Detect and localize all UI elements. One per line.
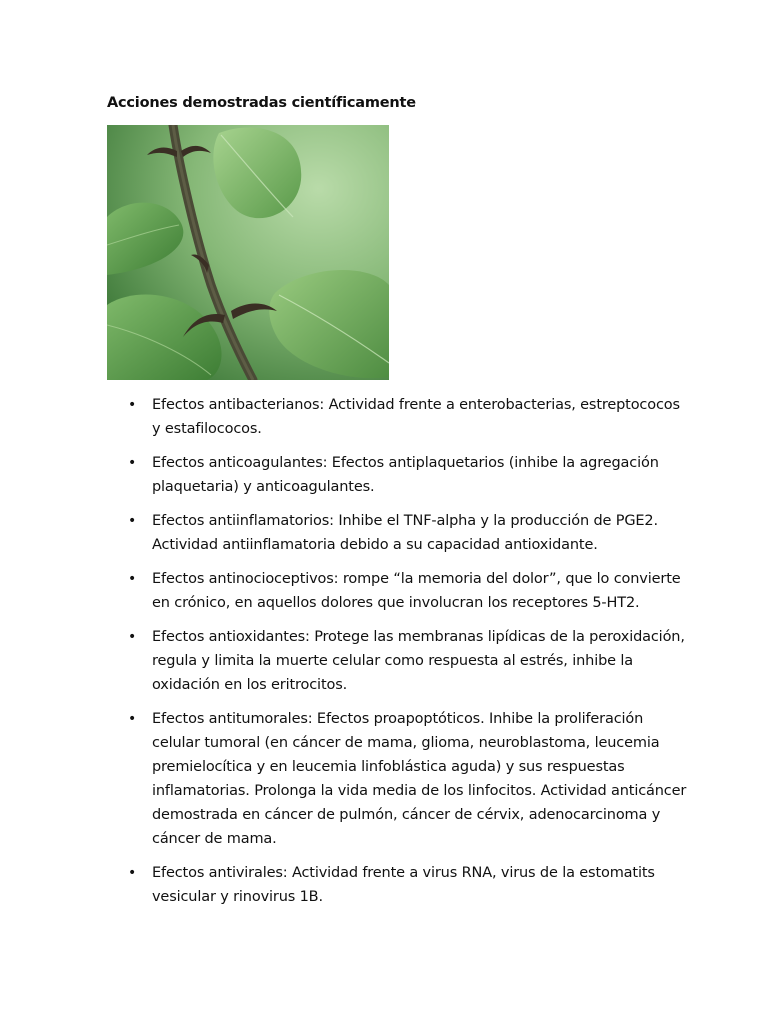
list-item (128, 567, 692, 615)
list-item-text: Efectos anticoagulantes: Efectos antiplaquetarios (inhibe la agregación plaquetaria) y anticoagulantes. (152, 455, 659, 495)
list-item (128, 509, 692, 557)
page-title: Acciones demostradas científicamente (107, 95, 416, 111)
bullet-icon: • (128, 455, 137, 471)
list-item-text: Efectos antibacterianos: Actividad frente a enterobacterias, estreptococos y estafilococos. (152, 397, 680, 437)
bullet-icon: • (128, 397, 137, 413)
list-item-text: Efectos antitumorales: Efectos proapoptóticos. Inhibe la proliferación celular tumoral (en cáncer de mama, glioma, neuroblastoma, leucemia premielocítica y en leucemia linfoblástica aguda) y sus respuestas inflamatorias. Prolonga la vida media de los linfocitos. Actividad anticáncer demostrada en cáncer de pulmón, cáncer de cérvix, adenocarcinoma y cáncer de mama. (152, 711, 687, 847)
bullet-icon: • (128, 865, 137, 881)
bullet-icon: • (128, 711, 137, 727)
list-item-text: Efectos antioxidantes: Protege las membranas lipídicas de la peroxidación, regula y limita la muerte celular como respuesta al estrés, inhibe la oxidación en los eritrocitos. (152, 629, 685, 693)
plant-stem-with-thorns-photo (107, 125, 389, 380)
list-item (128, 861, 692, 909)
bullet-icon: • (128, 629, 137, 645)
list-item-text: Efectos antivirales: Actividad frente a virus RNA, virus de la estomatits vesicular y rinovirus 1B. (152, 865, 655, 905)
plant-photo (107, 125, 389, 380)
list-item (128, 707, 692, 851)
list-item-text: Efectos antiinflamatorios: Inhibe el TNF-alpha y la producción de PGE2. Actividad antiinflamatoria debido a su capacidad antioxidante. (152, 513, 658, 553)
list-item-text: Efectos antinocioceptivos: rompe “la memoria del dolor”, que lo convierte en crónico, en aquellos dolores que involucran los receptores 5-HT2. (152, 571, 681, 611)
bullet-icon: • (128, 513, 137, 529)
effects-list (128, 393, 692, 919)
bullet-icon: • (128, 571, 137, 587)
list-item (128, 625, 692, 697)
list-item (128, 451, 692, 499)
list-item (128, 393, 692, 441)
